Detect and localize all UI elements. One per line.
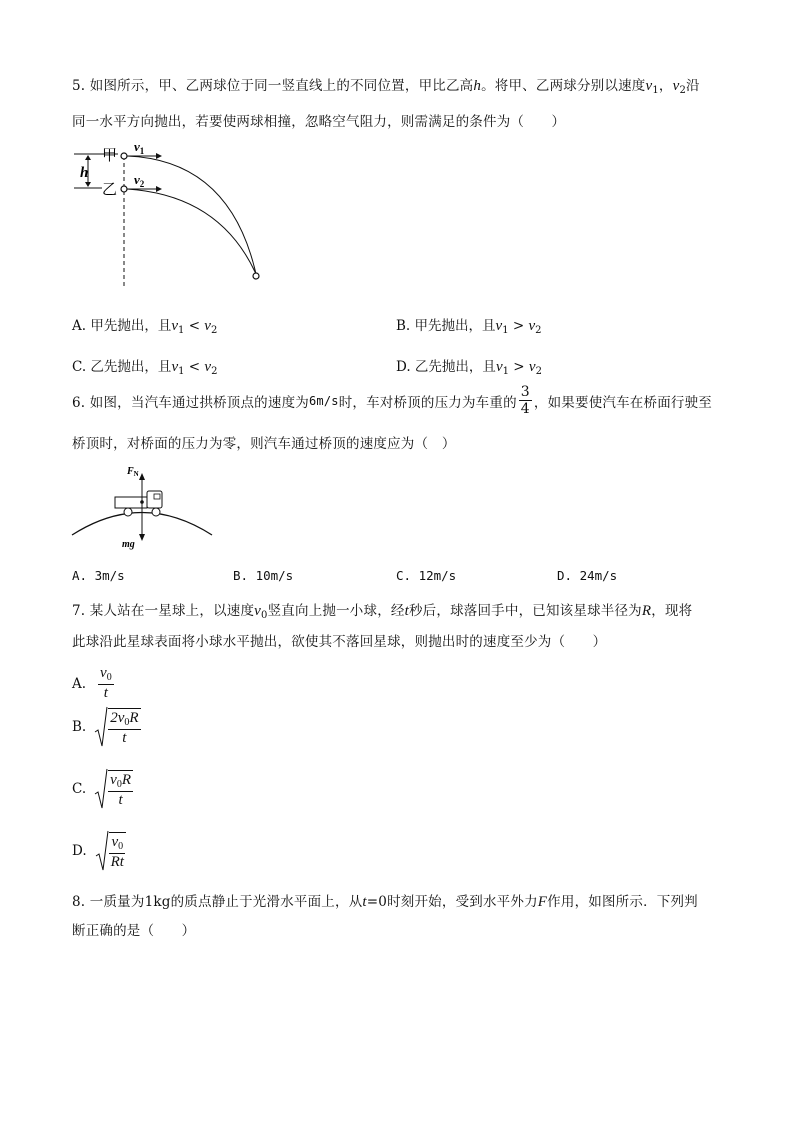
q7-option-a[interactable]: A. $\frac{v_0}{t}$ — [72, 665, 112, 701]
fig-jia-label: 甲 — [102, 148, 118, 164]
q6-fraction: $\frac{3}{4}$ — [520, 384, 530, 417]
q6-option-d[interactable]: D. 24m/s — [557, 568, 618, 583]
q7-option-b[interactable]: B. $\frac{2v_0R}{t}$ — [72, 706, 143, 748]
fn-label: $F_N$ — [127, 466, 139, 478]
fn-arrow — [139, 473, 145, 480]
q6-option-c[interactable]: C. 12m/s — [396, 568, 457, 583]
q5-figure — [70, 140, 270, 290]
q6-line2: 桥顶时，对桥面的压力为零，则汽车通过桥顶的速度应为（ ） — [72, 436, 456, 452]
truck-wheel — [124, 508, 132, 516]
fig-h-label: h — [80, 165, 89, 181]
q8-line2: 断正确的是（ ） — [72, 923, 196, 939]
fig-yi-label: 乙 — [102, 182, 118, 198]
q5-line1: 5. 如图所示，甲、乙两球位于同一竖直线上的不同位置，甲比乙高h。将甲、乙两球分别以速度$v_1$，$v_2$沿 — [72, 78, 700, 96]
q6-option-a[interactable]: A. 3m/s — [72, 568, 125, 583]
fig-v1-label: $v_1$ — [134, 140, 145, 156]
q6-line1: 6. 如图，当汽车通过拱桥顶点的速度为 6m/s 时，车对桥顶的压力为车重的 $\frac{3}{4}$ ，如果要使汽车在桥面行驶至 — [72, 384, 713, 417]
ball-yi — [121, 186, 127, 192]
truck-wheel — [152, 508, 160, 516]
q7-option-d[interactable]: D. $\frac{v_0}{Rt}$ — [72, 830, 128, 872]
q7-line2: 此球沿此星球表面将小球水平抛出，欲使其不落回星球，则抛出时的速度至少为（ ） — [72, 634, 607, 650]
q6-figure — [70, 460, 220, 555]
q5-option-a[interactable]: A. 甲先抛出，且$v_1 < v_2$ — [72, 318, 218, 336]
sqrt-icon — [95, 830, 109, 872]
q8-line1: 8. 一质量为1kg的质点静止于光滑水平面上，从t=0时刻开始，受到水平外力F作用，如图所示．下列判 — [72, 894, 698, 910]
q5-option-d[interactable]: D. 乙先抛出，且$v_1 > v_2$ — [396, 359, 542, 377]
mg-arrow — [139, 534, 145, 541]
truck-cab — [147, 491, 162, 508]
q6-option-b[interactable]: B. 10m/s — [233, 568, 294, 583]
mg-label: mg — [122, 539, 135, 550]
sqrt-icon — [94, 768, 108, 810]
fig-v2-label: $v_2$ — [134, 172, 145, 189]
collision-point — [253, 273, 259, 279]
q7-line1: 7. 某人站在一星球上，以速度$v_0$竖直向上抛一小球，经t秒后，球落回手中，已知该星球半径为R，现将 — [72, 603, 693, 621]
ball-jia — [121, 153, 127, 159]
q5-option-b[interactable]: B. 甲先抛出，且$v_1 > v_2$ — [396, 318, 542, 336]
sqrt-icon — [94, 706, 108, 748]
q7-option-c[interactable]: C. $\frac{v_0R}{t}$ — [72, 768, 135, 810]
q5-line2: 同一水平方向抛出，若要使两球相撞，忽略空气阻力，则需满足的条件为（ ） — [72, 114, 566, 130]
q5-option-c[interactable]: C. 乙先抛出，且$v_1 < v_2$ — [72, 359, 218, 377]
